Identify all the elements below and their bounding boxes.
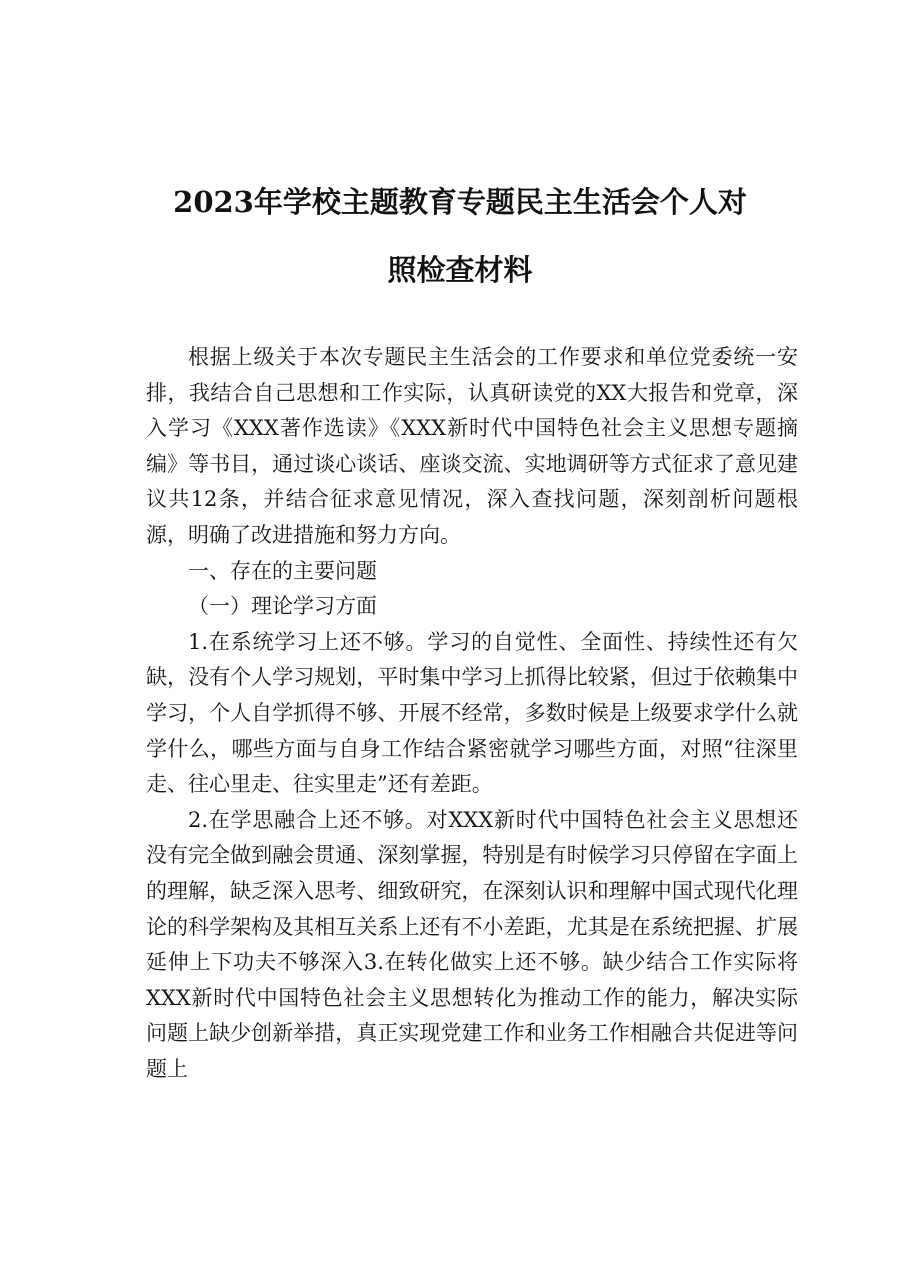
intro-paragraph: 根据上级关于本次专题民主生活会的工作要求和单位党委统一安排，我结合自己思想和工作实际，认真研读党的XX大报告和党章，深入学习《XXX著作选读》《XXX新时代中国特色社会主义思想专题摘编》等书目，通过谈心谈话、座谈交流、实地调研等方式征求了意见建议共12条，并结合征求意见情况，深入查找问题，深刻剖析问题根源，明确了改进措施和努力方向。 [146,345,798,547]
document-title-line-1: 2023年学校主题教育专题民主生活会个人对 [173,185,747,219]
problem-item-2: 2.在学思融合上还不够。对XXX新时代中国特色社会主义思想还没有完全做到融会贯通、深刻掌握，特别是有时候学习只停留在字面上的理解，缺乏深入思考、细致研究，在深刻认识和理解中国式现代化理论的科学架构及其相互关系上还有不小差距，尤其是在系统把握、扩展延伸上下功夫不够深入3.在转化做实上还不够。缺少结合工作实际将XXX新时代中国特色社会主义思想转化为推动工作的能力，解决实际问题上缺少创新举措，真正实现党建工作和业务工作相融合共促进等问题上 [146,807,798,1081]
document-title [120,168,800,304]
document-body [146,340,798,1087]
document-title-line-2: 照检查材料 [387,253,533,287]
problem-item-1: 1.在系统学习上还不够。学习的自觉性、全面性、持续性还有欠缺，没有个人学习规划，平时集中学习上抓得比较紧，但过于依赖集中学习，个人自学抓得不够、开展不经常，多数时候是上级要求学什么就学什么，哪些方面与自身工作结合紧密就学习哪些方面，对照“往深里走、往心里走、往实里走”还有差距。 [146,629,798,797]
section-heading-main-problems: 一、存在的主要问题 [188,558,377,583]
subsection-heading-theory-study: （一）理论学习方面 [188,594,377,619]
